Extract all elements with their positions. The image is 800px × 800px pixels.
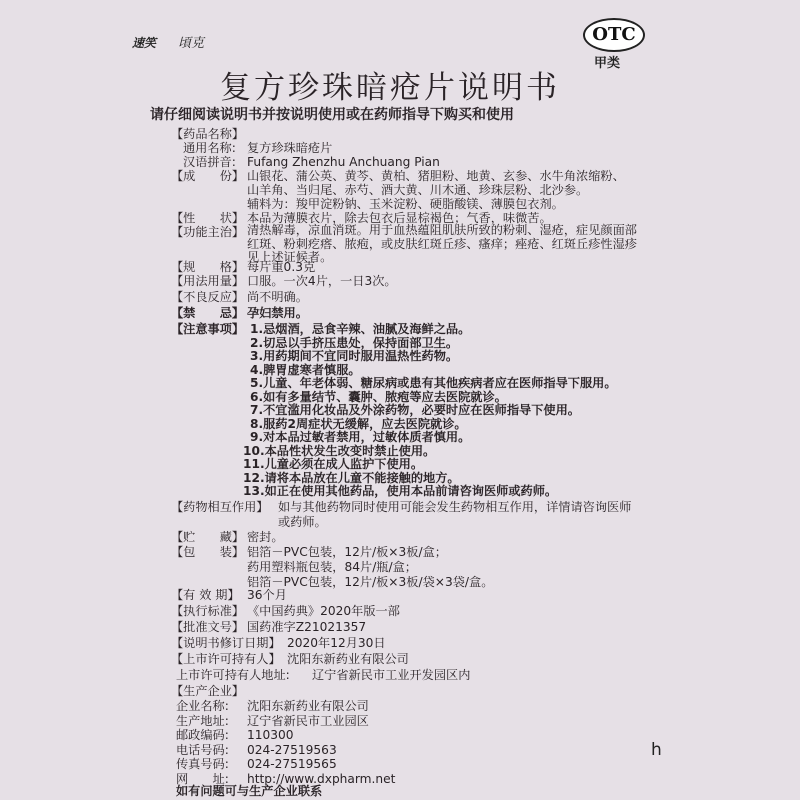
precaution-item: 10.本品性状发生改变时禁止使用。	[243, 443, 436, 458]
adverse-label: 【不良反应】	[171, 290, 245, 304]
storage-value: 密封。	[247, 530, 284, 544]
ingredients-line-2: 山羊角、当归尾、赤芍、酒大黄、川木通、珍珠层粉、北沙参。	[247, 183, 589, 197]
indications-line-3: 见上述证候者。	[247, 250, 333, 264]
standard-label: 【执行标准】	[171, 604, 245, 618]
page-subtitle: 请仔细阅读说明书并按说明使用或在药师指导下购买和使用	[150, 107, 514, 123]
validity-label: 【有 效 期】	[171, 588, 240, 602]
properties-value: 本品为薄膜衣片，除去包衣后显棕褐色；气香，味微苦。	[247, 211, 552, 225]
drug-name-label: 【药品名称】	[171, 127, 245, 141]
mfr-phone-value: 024-27519563	[247, 742, 337, 757]
mfr-web-label: 网 址:	[176, 771, 229, 786]
mfr-web-value[interactable]: http://www.dxpharm.net	[247, 771, 396, 786]
precaution-item: 8.服药2周症状无缓解，应去医院就诊。	[250, 416, 467, 431]
precaution-item: 6.如有多量结节、囊肿、脓疱等应去医院就诊。	[250, 389, 507, 404]
pinyin-value: Fufang Zhenzhu Anchuang Pian	[247, 155, 440, 169]
mfr-postcode-value: 110300	[247, 728, 294, 742]
revision-value: 2020年12月30日	[287, 636, 386, 650]
precaution-item: 4.脾胃虚寒者慎服。	[250, 362, 361, 377]
precaution-item: 3.用药期间不宜同时服用温热性药物。	[250, 349, 459, 363]
package-line-2: 药用塑料瓶包装，84片/瓶/盒；	[247, 560, 417, 574]
interactions-line-2: 或药师。	[278, 515, 327, 529]
spec-value: 每片重0.3克	[247, 260, 316, 274]
mfr-address-label: 生产地址:	[176, 713, 229, 728]
contraindications-value: 孕妇禁用。	[247, 306, 308, 320]
precaution-item: 5.儿童、年老体弱、糖尿病或患有其他疾病者应在医师指导下服用。	[250, 376, 617, 390]
properties-label: 【性 状】	[171, 211, 245, 225]
otc-badge: OTC	[583, 18, 645, 52]
common-name-label: 通用名称:	[183, 141, 236, 155]
precaution-item: 11.儿童必须在成人监护下使用。	[243, 457, 424, 471]
otc-category: 甲类	[594, 56, 621, 71]
holder-label: 【上市许可持有人】	[171, 652, 281, 666]
package-line-1: 铝箔－PVC包装，12片/板×3板/盒；	[247, 545, 447, 559]
contraindications-label: 【禁 忌】	[171, 306, 245, 320]
precaution-item: 1.忌烟酒，忌食辛辣、油腻及海鲜之品。	[250, 322, 471, 336]
mfr-address-value: 辽宁省新民市工业园区	[247, 713, 369, 728]
interactions-line-1: 如与其他药物同时使用可能会发生药物相互作用，详情请咨询医师	[278, 500, 632, 514]
common-name-value: 复方珍珠暗疮片	[247, 141, 333, 155]
adverse-value: 尚不明确。	[247, 290, 308, 304]
ingredients-line-1: 山银花、蒲公英、黄芩、黄柏、猪胆粉、地黄、玄参、水牛角浓缩粉、	[247, 169, 625, 183]
interactions-label: 【药物相互作用】	[171, 500, 269, 514]
indications-line-1: 清热解毒，凉血消斑。用于血热蕴阻肌肤所致的粉刺、湿疮，症见颜面部	[247, 223, 637, 237]
ingredients-label: 【成 份】	[171, 169, 245, 183]
precaution-item: 12.请将本品放在儿童不能接触的地方。	[243, 470, 460, 485]
pinyin-label: 汉语拼音:	[183, 155, 236, 169]
standard-value: 《中国药典》2020年版一部	[247, 604, 400, 618]
holder-address-label: 上市许可持有人地址:	[176, 668, 290, 682]
brand-logo-left: 速笑	[132, 36, 157, 50]
precaution-item: 13.如正在使用其他药品，使用本品前请咨询医师或药师。	[243, 484, 558, 498]
indications-label: 【功能主治】	[171, 225, 245, 239]
page-title: 复方珍珠暗疮片说明书	[220, 70, 560, 106]
spec-label: 【规 格】	[171, 260, 245, 274]
approval-value: 国药准字Z21021357	[247, 620, 367, 634]
precautions-label: 【注意事项】	[171, 322, 245, 336]
holder-address-value: 辽宁省新民市工业开发园区内	[312, 668, 471, 682]
approval-label: 【批准文号】	[171, 620, 245, 634]
precaution-item: 7.不宜滥用化妆品及外涂药物，必要时应在医师指导下使用。	[250, 403, 580, 417]
precaution-item: 2.切忌以手挤压患处，保持面部卫生。	[250, 335, 459, 350]
dosage-value: 口服。一次4片，一日3次。	[247, 274, 397, 288]
brand-logo-right: 頃克	[178, 36, 205, 51]
ingredients-line-3: 辅料为：羧甲淀粉钠、玉米淀粉、硬脂酸镁、薄膜包衣剂。	[247, 197, 564, 211]
revision-label: 【说明书修订日期】	[171, 636, 281, 650]
validity-value: 36个月	[247, 588, 287, 602]
footer-contact-note: 如有问题可与生产企业联系	[176, 784, 323, 798]
indications-line-2: 红斑、粉刺疙瘩、脓疱，或皮肤红斑丘疹、瘙痒；痤疮、红斑丘疹性湿疹	[247, 237, 637, 251]
precaution-item: 9.对本品过敏者禁用，过敏体质者慎用。	[250, 430, 471, 444]
manufacturer-label: 【生产企业】	[171, 684, 245, 698]
mfr-name-label: 企业名称:	[176, 699, 229, 713]
storage-label: 【贮 藏】	[171, 530, 245, 544]
margin-mark: h	[651, 740, 662, 760]
mfr-fax-value: 024-27519565	[247, 757, 337, 771]
mfr-name-value: 沈阳东新药业有限公司	[247, 699, 369, 713]
package-line-3: 铝箔－PVC包装，12片/板×3板/袋×3袋/盒。	[247, 575, 494, 589]
holder-value: 沈阳东新药业有限公司	[287, 652, 409, 666]
dosage-label: 【用法用量】	[171, 274, 245, 288]
mfr-phone-label: 电话号码:	[176, 742, 229, 757]
package-label: 【包 装】	[171, 545, 245, 559]
mfr-fax-label: 传真号码:	[176, 757, 229, 771]
mfr-postcode-label: 邮政编码:	[176, 728, 229, 742]
